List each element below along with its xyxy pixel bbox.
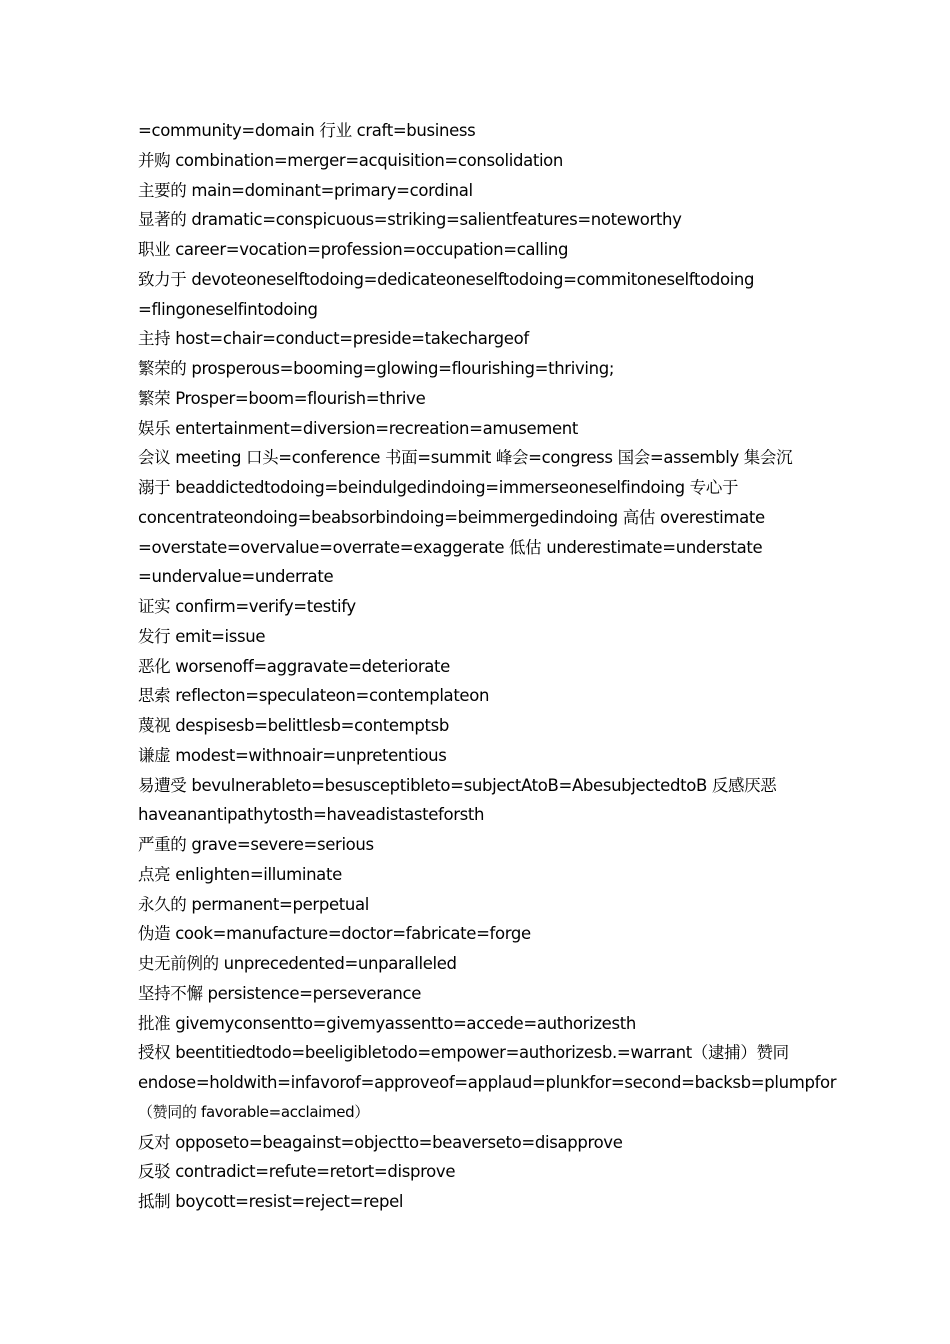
text-line: 严重的 grave=severe=serious [138, 835, 374, 854]
text-line: 主持 host=chair=conduct=preside=takechargeof [138, 329, 529, 349]
text-line: concentrateondoing=beabsorbindoing=beimmergedindoing 高估 overestimate [138, 507, 765, 527]
text-line: 会议 meeting 口头=conference 书面=summit 峰会=congress 国会=assembly 集会沉 [138, 448, 793, 468]
text-line: 并购 combination=merger=acquisition=consolidation [138, 150, 564, 170]
text-line: 娱乐 entertainment=diversion=recreation=amusement [138, 418, 579, 438]
text-line: 谦虚 modest=withnoair=unpretentious [138, 745, 447, 765]
text-line: =overstate=overvalue=overrate=exaggerate 低估 underestimate=understate [138, 537, 763, 557]
text-line: 抵制 boycott=resist=reject=repel [138, 1192, 404, 1211]
text-line: 授权 beentitiedtodo=beeligibletodo=empower=authorizesb.=warrant（逮捕）赞同 [138, 1043, 789, 1063]
text-line: 溺于 beaddictedtodoing=beindulgedindoing=immerseoneselfindoing 专心于 [138, 478, 739, 497]
text-line: 显著的 dramatic=conspicuous=striking=salientfeatures=noteworthy [138, 210, 682, 230]
text-line: 坚持不懈 persistence=perseverance [138, 983, 422, 1003]
text-line: 繁荣的 prosperous=booming=glowing=flourishing=thriving; [138, 359, 615, 378]
text-line: 思索 reflecton=speculateon=contemplateon [138, 686, 490, 706]
text-line: 反对 opposeto=beagainst=objectto=beaverseto=disapprove [138, 1132, 623, 1152]
text-line: 证实 confirm=verify=testify [138, 597, 356, 616]
text-line: 史无前例的 unprecedented=unparalleled [138, 954, 457, 973]
text-line: 永久的 permanent=perpetual [138, 894, 370, 914]
text-line: 恶化 worsenoff=aggravate=deteriorate [138, 656, 450, 676]
text-line: （赞同的 favorable=acclaimed） [138, 1102, 369, 1121]
document-body [138, 116, 837, 1217]
text-line: 蔑视 despisesb=belittlesb=contemptsb [138, 716, 449, 735]
text-line: haveanantipathytosth=haveadistasteforsth [138, 805, 485, 825]
text-line: endose=holdwith=infavorof=approveof=applaud=plunkfor=second=backsb=plumpfor [138, 1073, 837, 1092]
text-line: =community=domain 行业 craft=business [138, 121, 476, 140]
text-line: 易遭受 bevulnerableto=besusceptibleto=subjectAtoB=AbesubjectedtoB 反感厌恶 [138, 775, 777, 795]
text-line: 职业 career=vocation=profession=occupation=calling [138, 240, 569, 259]
text-line: 点亮 enlighten=illuminate [138, 864, 342, 884]
text-line: 反驳 contradict=refute=retort=disprove [138, 1162, 456, 1182]
text-line: 伪造 cook=manufacture=doctor=fabricate=forge [138, 924, 531, 944]
text-line: 致力于 devoteoneselftodoing=dedicateoneselftodoing=commitoneselftodoing [138, 269, 755, 289]
text-line: =undervalue=underrate [138, 567, 334, 587]
text-line: =flingoneselfintodoing [138, 299, 318, 319]
text-line: 繁荣 Prosper=boom=flourish=thrive [138, 388, 426, 408]
text-line: 主要的 main=dominant=primary=cordinal [138, 180, 473, 200]
text-line: 发行 emit=issue [138, 626, 266, 646]
text-line: 批准 givemyconsentto=givemyassentto=accede=authorizesth [138, 1013, 636, 1033]
